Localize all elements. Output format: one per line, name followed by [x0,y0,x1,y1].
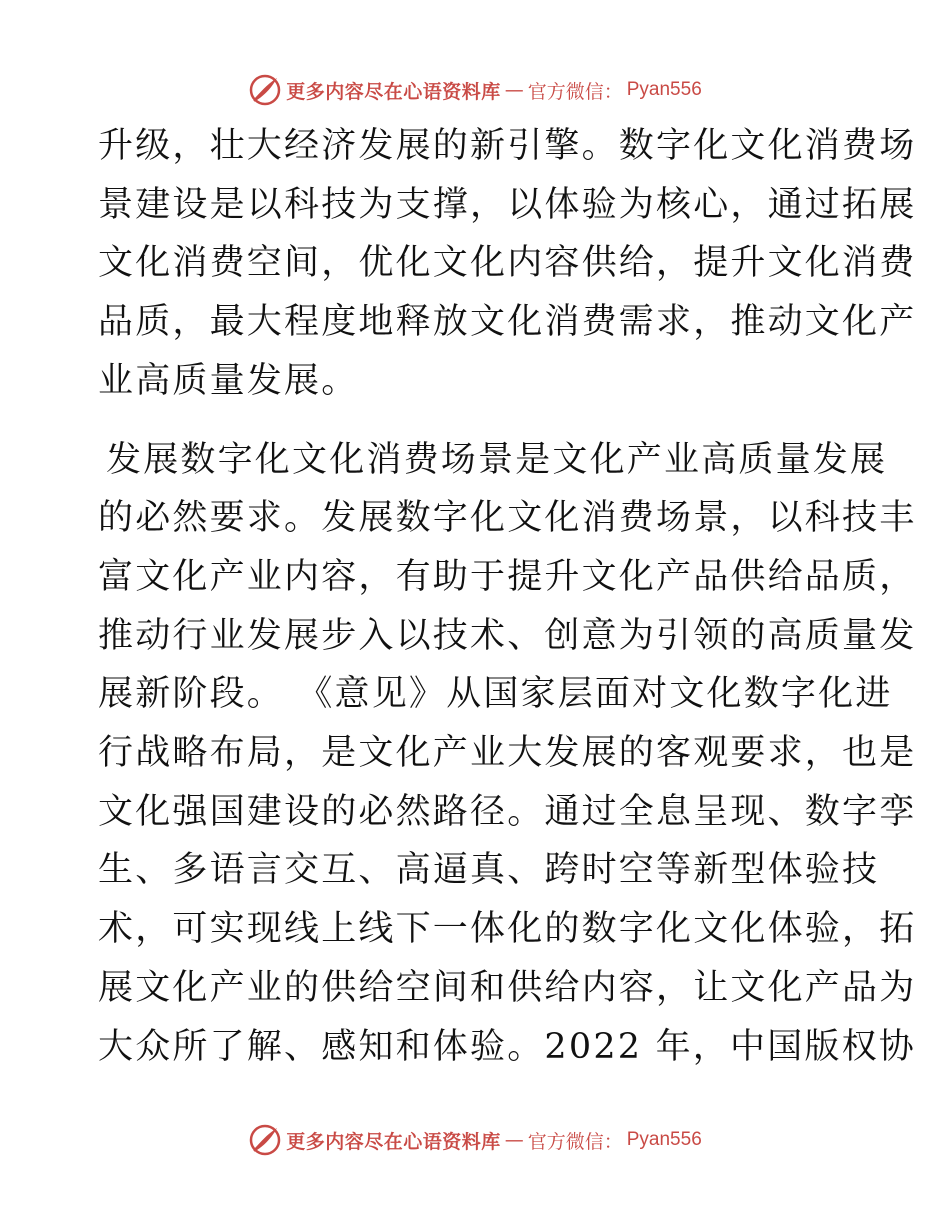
banner-separator: — [504,79,524,101]
text-line: 展新阶段。 《意见》从国家层面对文化数字化进 [98,674,893,715]
text-line: 升级，壮大经济发展的新引擎。数字化文化消费场 [98,126,917,166]
banner-contact-id: Pyan556 [626,79,702,100]
banner-separator: — [504,1129,524,1151]
banner-site-text: 更多内容尽在心语资料库 [286,1130,501,1153]
text-line: 业高质量发展。 [98,360,359,401]
text-line: 展文化产业的供给空间和供给内容，让文化产品为 [98,967,917,1008]
text-line: 推动行业发展步入以技术、创意为引领的高质量发 [98,615,917,656]
text-line: 发展数字化文化消费场景是文化产业高质量发展 [106,439,888,480]
banner-contact-id: Pyan556 [626,1129,702,1150]
text-line: 术，可实现线上线下一体化的数字化文化体验，拓 [98,909,917,950]
text-line: 景建设是以科技为支撑，以体验为核心，通过拓展 [98,184,917,225]
footer-banner [0,1120,950,1160]
document-body [98,117,917,1076]
text-line: 行战略布局，是文化产业大发展的客观要求，也是 [98,733,917,774]
header-banner [0,70,950,110]
paragraph-1 [98,117,917,411]
text-line: 大众所了解、感知和体验。2022 年，中国版权协 [98,1026,916,1067]
text-line: 文化强国建设的必然路径。通过全息呈现、数字孪 [98,791,917,832]
text-line: 富文化产业内容，有助于提升文化产品供给品质， [98,556,917,597]
text-line: 品质，最大程度地释放文化消费需求，推动文化产 [98,302,917,343]
quill-pen-logo-icon [248,1123,282,1157]
banner-contact-label: 官方微信： [527,1130,623,1153]
text-line: 文化消费空间，优化文化内容供给，提升文化消费 [98,243,917,284]
paragraph-2 [98,431,917,1077]
banner-site-text: 更多内容尽在心语资料库 [286,80,501,103]
quill-pen-logo-icon [248,73,282,107]
banner-contact-label: 官方微信： [527,80,623,103]
text-line: 生、多语言交互、高逼真、跨时空等新型体验技 [98,850,880,891]
text-line: 的必然要求。发展数字化文化消费场景，以科技丰 [98,498,917,539]
